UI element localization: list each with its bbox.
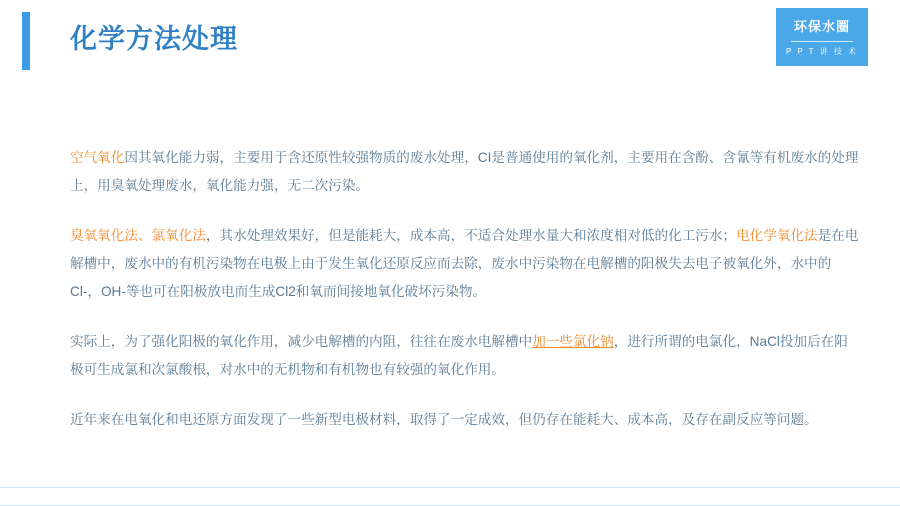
paragraph-3-run-2: 加一些氯化钠 bbox=[532, 333, 614, 349]
paragraph-1 bbox=[70, 144, 860, 200]
footer-rule-top bbox=[0, 487, 900, 488]
paragraph-4-run-1: 近年来在电氧化和电还原方面发现了一些新型电极材料，取得了一定成效，但仍存在能耗大、成本高，及存在副反应等问题。 bbox=[70, 411, 818, 427]
slide-body bbox=[70, 130, 860, 434]
brand-logo bbox=[776, 8, 868, 66]
paragraph-3-run-3: ，进行所谓的电氯化，NaCl投加后在阳极可生成氯和次氯酸根，对水中的无机物和有机物也有较强的氧化作用。 bbox=[70, 333, 848, 377]
paragraph-1-run-1: 空气氧化 bbox=[70, 149, 125, 165]
paragraph-2-run-2: ，其水处理效果好，但是能耗大，成本高，不适合处理水量大和浓度相对低的化工污水； bbox=[205, 227, 737, 243]
paragraph-4 bbox=[70, 406, 860, 434]
paragraph-2 bbox=[70, 222, 860, 306]
title-accent-bar bbox=[22, 12, 30, 70]
paragraph-2-run-1: 臭氧氧化法、氯氧化法 bbox=[70, 227, 206, 243]
paragraph-3 bbox=[70, 328, 860, 384]
paragraph-2-run-3: 电化学氧化法 bbox=[736, 227, 818, 243]
brand-logo-divider bbox=[791, 41, 853, 42]
brand-logo-sub: P P T 讲 技 术 bbox=[785, 47, 859, 56]
paragraph-1-run-2: 因其氧化能力弱，主要用于含还原性较强物质的废水处理，CI是普通使用的氧化剂，主要用在含酚、含氰等有机废水的处理上，用臭氧处理废水，氧化能力强，无二次污染。 bbox=[70, 149, 859, 193]
page-title: 化学方法处理 bbox=[70, 24, 238, 54]
paragraph-2-run-4: 是在电解槽中，废水中的有机污染物在电极上由于发生氧化还原反应而去除，废水中污染物在电解槽的阳极失去电子被氧化外，水中的Cl-，OH-等也可在阳极放电而生成Cl2和氧而间接地氧化破坏污染物。 bbox=[70, 227, 859, 299]
paragraph-3-run-1: 实际上，为了强化阳极的氧化作用，减少电解槽的内阻，往往在废水电解槽中 bbox=[70, 333, 533, 349]
brand-logo-main: 环保水圈 bbox=[793, 19, 850, 34]
